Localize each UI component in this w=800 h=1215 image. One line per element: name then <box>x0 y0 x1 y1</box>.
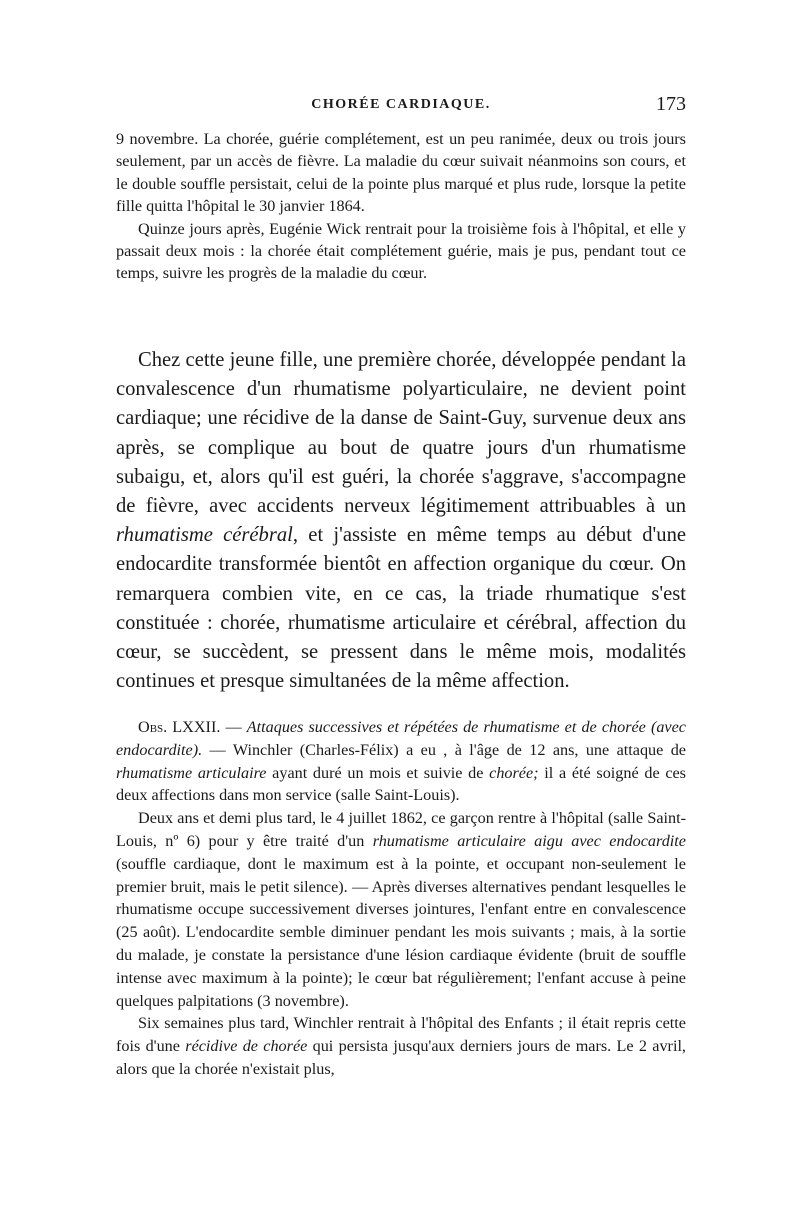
observation-paragraph-2 <box>116 807 686 1012</box>
observation-italic-1b: chorée; <box>489 763 539 782</box>
commentary-italic-1: rhumatisme cérébral <box>116 524 293 547</box>
commentary-paragraph <box>116 346 686 696</box>
intro-section <box>116 128 686 285</box>
observation-text-1b: ayant duré un mois et suivie de <box>266 763 490 782</box>
observation-italic-3a: récidive de chorée <box>185 1037 308 1056</box>
observation-label: Obs. LXXII. — <box>138 718 242 736</box>
observation-paragraph-3 <box>116 1012 686 1080</box>
observation-paragraph-1 <box>116 716 686 807</box>
observation-text-3a: Six semaines plus tard, Winchler rentrait à l'hôpital des Enfants ; il était repris cette fois d'une <box>116 1014 686 1056</box>
observation-text-1a: — Winchler (Charles-Félix) a eu , à l'âge de 12 ans, une attaque de <box>202 740 686 759</box>
observation-text-2b: (souffle cardiaque, dont le maximum est à la pointe, et occupant non-seulement le premier bruit, mais le petit silence). — Après diverses alternatives pendant lesquelles le rhumatisme occupe successivement diverses jointures, l'enfant entre en convalescence (25 août). L'endocardite semble diminuer pendant les mois suivants ; mais, à la sortie du malade, je constate la persistance d'une lésion cardiaque évidente (bruit de souffle intense avec maximum à la pointe); le cœur bat régulièrement; l'enfant accuse à peine quelques palpitations (3 novembre). <box>116 854 686 1010</box>
observation-italic-2a: rhumatisme articulaire aigu avec endocardite <box>372 831 686 850</box>
page-number: 173 <box>656 93 686 115</box>
intro-paragraph-2: Quinze jours après, Eugénie Wick rentrait pour la troisième fois à l'hôpital, et elle y passait deux mois : la chorée était complétement guérie, mais je pus, pendant tout ce temps, suivre les progrès de la maladie du cœur. <box>116 219 686 283</box>
intro-paragraph-1: 9 novembre. La chorée, guérie complétement, est un peu ranimée, deux ou trois jours seulement, par un accès de fièvre. La maladie du cœur suivait néanmoins son cours, et le double souffle persistait, celui de la pointe plus marqué et plus rude, lorsque la petite fille quitta l'hôpital le 30 janvier 1864. <box>116 130 686 216</box>
observation-section <box>116 716 686 1081</box>
page-header <box>116 93 686 119</box>
observation-text-1c: il a été soigné de ces deux affections dans mon service (salle Saint-Louis). <box>116 763 686 805</box>
observation-italic-1a: rhumatisme articulaire <box>116 763 267 782</box>
observation-text-2a: Deux ans et demi plus tard, le 4 juillet 1862, ce garçon rentre à l'hôpital (salle Saint-Louis, nº 6) pour y être traité d'un <box>116 809 686 850</box>
commentary-text-2: , et j'assiste en même temps au début d'une endocardite transformée bientôt en affection organique du cœur. On remarquera combien vite, en ce cas, la triade rhumatique s'est constituée : chorée, rhumatisme articulaire et cérébral, affection du cœur, se succèdent, se pressent dans le même mois, modalités continues et presque simultanées de la même affection. <box>116 524 687 693</box>
running-title: CHORÉE CARDIAQUE. <box>311 97 491 112</box>
observation-title: Attaques successives et répétées de rhumatisme et de chorée (avec endocardite). <box>116 718 686 759</box>
commentary-text-1: Chez cette jeune fille, une première chorée, développée pendant la convalescence d'un rhumatisme polyarticulaire, ne devient point cardiaque; une récidive de la danse de Saint-Guy, survenue deux ans après, se complique au bout de quatre jours d'un rhumatisme subaigu, et, alors qu'il est guéri, la chorée s'aggrave, s'accompagne de fièvre, avec accidents nerveux légitimement attribuables à un <box>116 349 686 518</box>
commentary-section <box>116 346 686 696</box>
observation-text-3b: qui persista jusqu'aux derniers jours de mars. Le 2 avril, alors que la chorée n'existait plus, <box>116 1037 686 1078</box>
